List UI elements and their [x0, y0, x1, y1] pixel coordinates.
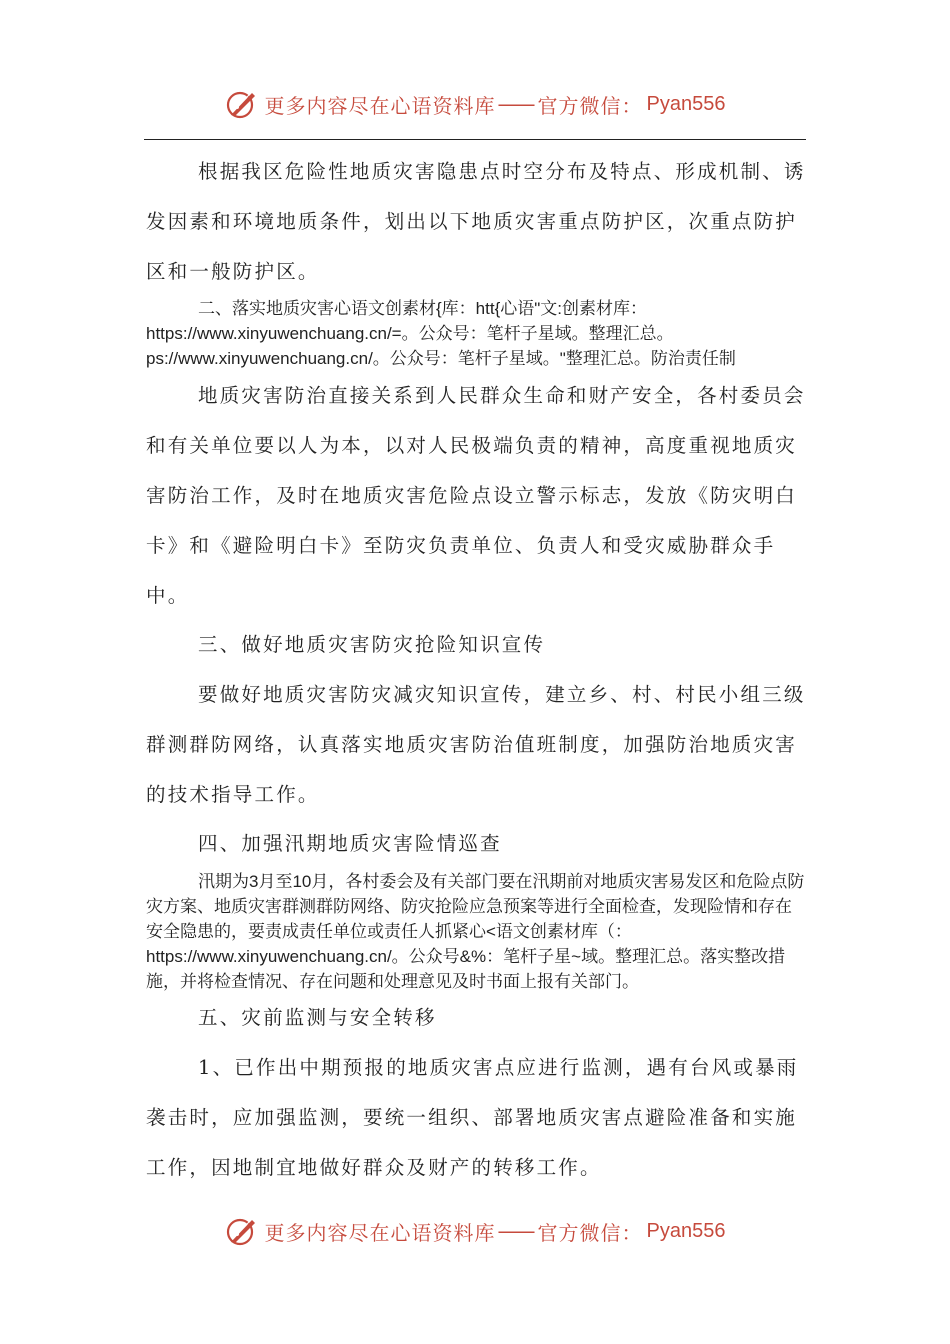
quill-logo-icon [225, 1214, 259, 1248]
footer-text: 更多内容尽在心语资料库 [264, 1220, 496, 1245]
header-separator: —— [497, 92, 534, 116]
footer-separator: —— [497, 1219, 534, 1243]
header-text: 更多内容尽在心语资料库 [264, 93, 496, 118]
heading-knowledge-promotion: 三、做好地质灾害防灾抢险知识宣传 [198, 633, 546, 656]
paragraph-prevention-duty: 地质灾害防治直接关系到人民群众生命和财产安全，各村委员会和有关单位要以人为本，以对人民极端负责的精神，高度重视地质灾害防治工作，及时在地质灾害危险点设立警示标志，发放《防灾明白卡》和《避险明白卡》至防灾负责单位、负责人和受灾威胁群众手中。 [146, 384, 806, 607]
heading-monitoring-transfer: 五、灾前监测与安全转移 [198, 1006, 437, 1029]
heading-responsibility: 二、落实地质灾害心语文创素材{库：htt{心语"文:创素材库：https://www.xinyuwenchuang.cn/=。公众号：笔杆子星域。整理汇总。ps://www.xinyuwenchuang.cn/。公众号：笔杆子星域。"整理汇总。防治责任制 [146, 299, 736, 368]
quill-logo-icon [225, 87, 259, 121]
paragraph-risk-zones: 根据我区危险性地质灾害隐患点时空分布及特点、形成机制、诱发因素和环境地质条件，划出以下地质灾害重点防护区，次重点防护区和一般防护区。 [146, 160, 806, 283]
header-divider [144, 139, 806, 140]
heading-flood-inspection: 四、加强汛期地质灾害险情巡查 [198, 832, 502, 855]
paragraph-monitoring-transfer: 1、已作出中期预报的地质灾害点应进行监测，遇有台风或暴雨袭击时，应加强监测，要统一组织、部署地质灾害点避险准备和实施工作，因地制宜地做好群众及财产的转移工作。 [146, 1056, 799, 1179]
paragraph-flood-inspection: 汛期为3月至10月，各村委会及有关部门要在汛期前对地质灾害易发区和危险点防灾方案、地质灾害群测群防网络、防灾抢险应急预案等进行全面检查，发现险情和存在安全隐患的，要责成责任单位或责任人抓紧心<语文创素材库（：https://www.xinyuwenchuang.cn/。公众号&%：笔杆子星~域。整理汇总。落实整改措施，并将检查情况、存在问题和处理意见及时书面上报有关部门。 [146, 872, 805, 991]
paragraph-knowledge-promotion: 要做好地质灾害防灾减灾知识宣传，建立乡、村、村民小组三级群测群防网络，认真落实地质灾害防治值班制度，加强防治地质灾害的技术指导工作。 [146, 683, 806, 806]
footer-wechat-label: 官方微信： [537, 1220, 643, 1245]
footer-wechat-id: Pyan556 [646, 1219, 726, 1242]
footer-banner [0, 1211, 950, 1251]
header-wechat-id: Pyan556 [646, 92, 726, 115]
header-wechat-label: 官方微信： [537, 93, 643, 118]
header-banner [0, 84, 950, 124]
